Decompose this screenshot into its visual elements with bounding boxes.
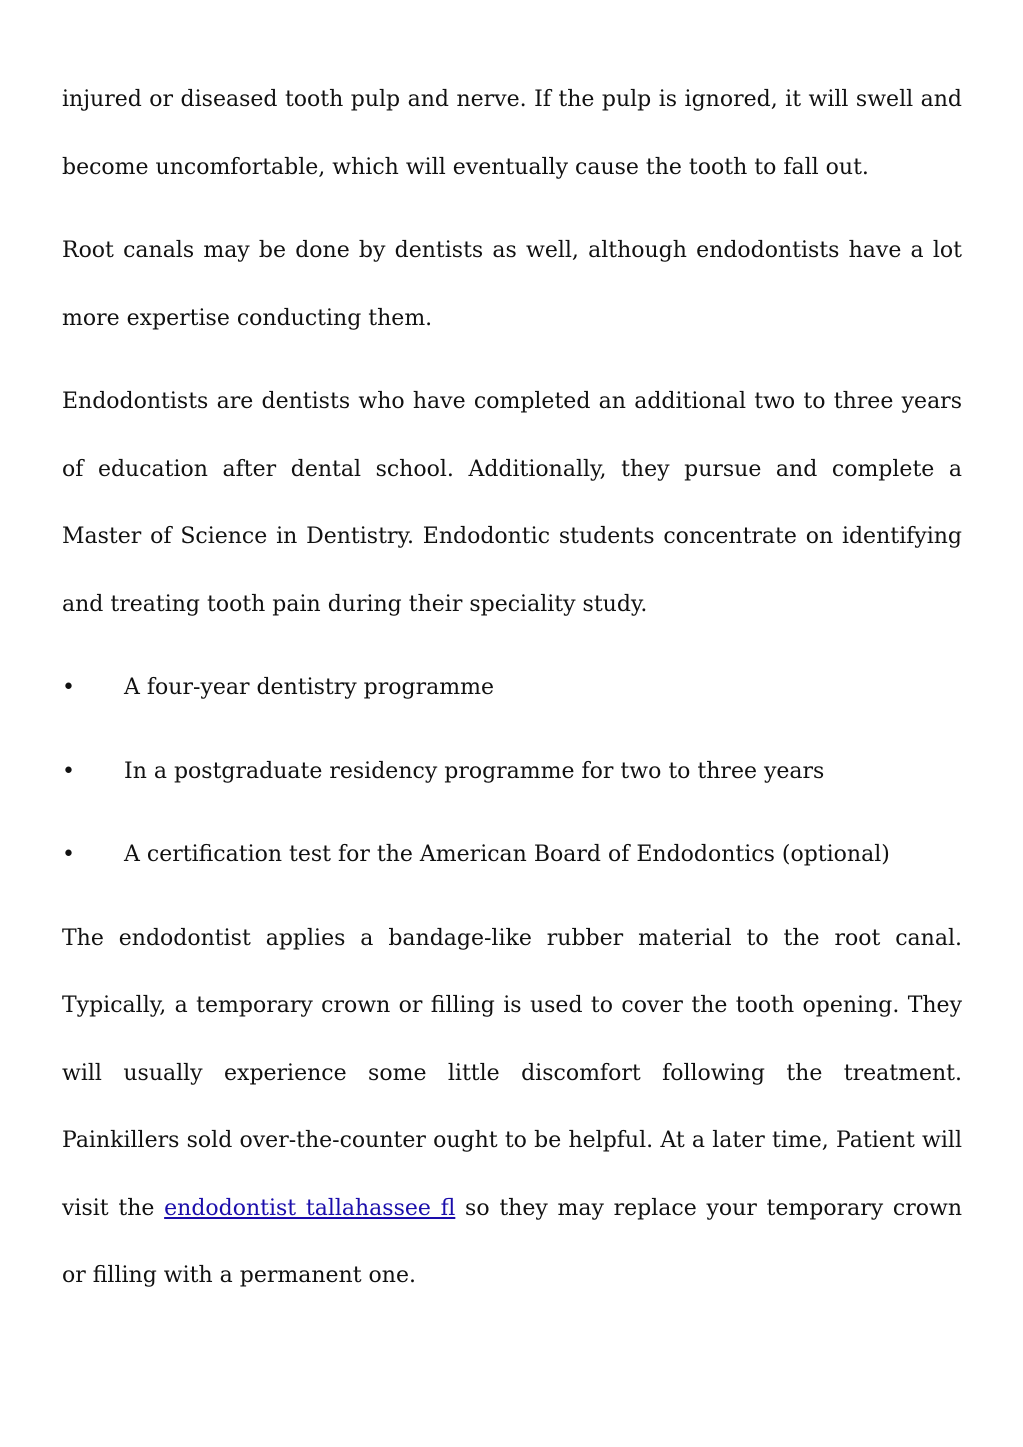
aftercare-text-before-link: The endodontist applies a bandage-like rubber material to the root canal. Typically, a temporary crown or filling is used to cover the tooth opening. They will usually experience some little discomfort following the treatment. Painkillers sold over-the-counter ought to be helpful. At a later time, Patient will visit the <box>62 925 962 1221</box>
bullet-icon: • <box>62 758 75 784</box>
list-item <box>62 821 962 889</box>
paragraph-aftercare <box>62 905 962 1310</box>
list-item-text: A four-year dentistry programme <box>124 675 494 700</box>
endodontist-link[interactable]: endodontist tallahassee fl <box>164 1195 456 1221</box>
list-item-text: A certification test for the American Board of Endodontics (optional) <box>124 842 890 867</box>
bullet-icon: • <box>62 675 75 700</box>
list-item-text: In a postgraduate residency programme for two to three years <box>124 758 825 784</box>
list-item <box>62 654 962 722</box>
document-page <box>62 66 962 1326</box>
bullet-icon: • <box>62 842 75 867</box>
paragraph-root-canals: Root canals may be done by dentists as well, although endodontists have a lot more expertise conducting them. <box>62 238 962 331</box>
training-list <box>62 654 962 889</box>
paragraph-endodontist-training: Endodontists are dentists who have completed an additional two to three years of education after dental school. Additionally, they pursue and complete a Master of Science in Dentistry. Endodontic students concentrate on identifying and treating tooth pain during their speciality study. <box>62 389 962 617</box>
aftercare-text-after-link: so they may replace your temporary crown or filling with a permanent one. <box>62 1195 962 1288</box>
paragraph-pulp-damage: injured or diseased tooth pulp and nerve. If the pulp is ignored, it will swell and become uncomfortable, which will eventually cause the tooth to fall out. <box>62 87 962 180</box>
list-item <box>62 738 962 806</box>
